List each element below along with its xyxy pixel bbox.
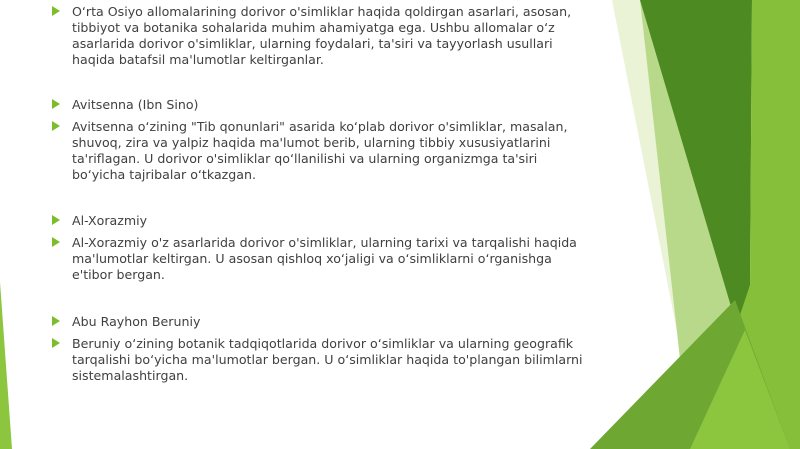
heading-avitsenna [52, 97, 592, 113]
paragraph-text: Avitsenna o‘zining "Tib qonunlari" asarida ko‘plab dorivor o'simliklar, masalan, shuvoq, zira va yalpiz haqida ma'lumot berib, ularning tibbiy xususiyatlarini ta'riflagan. U dorivor o'simliklar qo‘llanilishi va ularning organizmga ta'siri bo‘yicha tajribalar o‘tkazgan. [72, 119, 568, 182]
paragraph-text: Beruniy o‘zining botanik tadqiqotlarida dorivor o‘simliklar va ularning geografik tarqalishi bo‘yicha ma'lumotlar bergan. U o‘simliklar haqida to'plangan bilimlarni sistemalashtirgan. [72, 336, 583, 383]
heading-text: Al-Xorazmiy [72, 213, 148, 228]
bullet-arrow-icon [52, 338, 60, 348]
paragraph-intro [52, 4, 592, 68]
bullet-arrow-icon [52, 215, 60, 225]
bullet-arrow-icon [52, 237, 60, 247]
heading-text: Avitsenna (Ibn Sino) [72, 97, 199, 112]
bullet-arrow-icon [52, 316, 60, 326]
left-green-stripe [0, 282, 12, 449]
bullet-arrow-icon [52, 99, 60, 109]
paragraph-text: Al-Xorazmiy o'z asarlarida dorivor o'simliklar, ularning tarixi va tarqalishi haqida ma'lumotlar keltirgan. U asosan qishloq xo‘jaligi va o‘simliklarni o‘rganishga e'tibor bergan. [72, 235, 577, 282]
heading-text: Abu Rayhon Beruniy [72, 314, 201, 329]
paragraph-beruniy [52, 336, 592, 384]
paragraph-text: O‘rta Osiyo allomalarining dorivor o'simliklar haqida qoldirgan asarlari, asosan, tibbiyot va botanika sohalarida muhim ahamiyatga ega. Ushbu allomalar o‘z asarlarida dorivor o'simliklar, ularning foydalari, ta'siri va tayyorlash usullari haqida batafsil ma'lumotlar keltirganlar. [72, 4, 572, 67]
paragraph-al-xorazmiy [52, 235, 592, 283]
bullet-arrow-icon [52, 121, 60, 131]
heading-beruniy [52, 314, 592, 330]
bullet-arrow-icon [52, 6, 60, 16]
heading-al-xorazmiy [52, 213, 592, 229]
paragraph-avitsenna [52, 119, 592, 183]
